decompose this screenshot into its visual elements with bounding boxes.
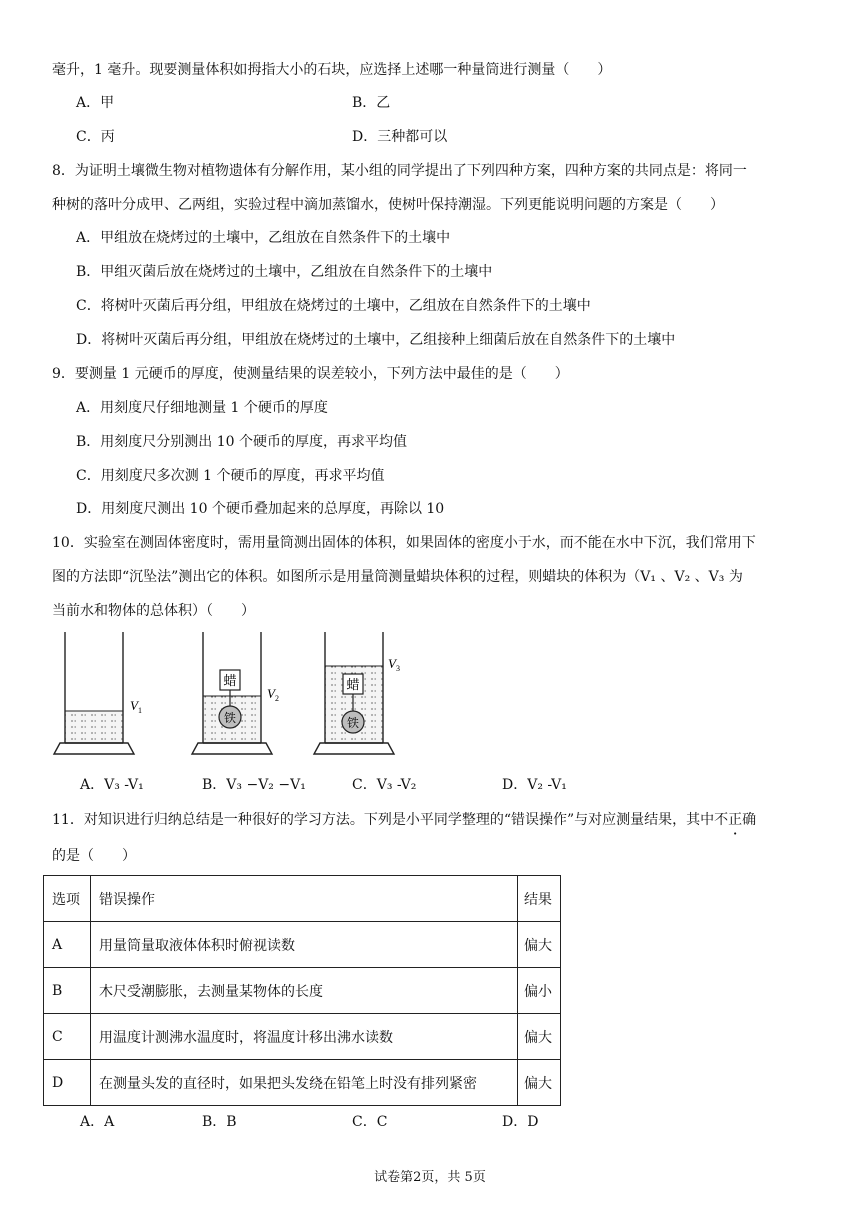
table-header: 错误操作 [91, 876, 518, 922]
table-cell: 在测量头发的直径时，如果把头发绕在铅笔上时没有排列紧密 [91, 1060, 518, 1106]
wax-label-2: 蜡 [223, 674, 237, 689]
page-footer: 试卷第2页，共 5页 [374, 1170, 486, 1185]
table-cell: 用温度计测沸水温度时，将温度计移出沸水读数 [91, 1014, 518, 1060]
q10-option-b: B．V₃ −V₂ −V₁ [202, 777, 306, 793]
q11-option-c: C．C [352, 1114, 388, 1130]
q10-stem-line3: 当前水和物体的总体积）（ ） [52, 603, 255, 619]
iron-label-3: 铁 [346, 716, 360, 730]
q7-text: 毫升，1 毫升。现要测量体积如拇指大小的石块，应选择上述哪一种量筒进行测量（ ） [52, 62, 612, 78]
q8-option-a: A．甲组放在烧烤过的土壤中，乙组放在自然条件下的土壤中 [76, 230, 451, 246]
water-1 [65, 711, 123, 743]
q8-stem-line1: 8．为证明土壤微生物对植物遗体有分解作用，某小组的同学提出了下列四种方案，四种方案的共同点是：将同一 [52, 163, 747, 179]
base-3 [314, 743, 394, 754]
q7-option-d: D．三种都可以 [352, 129, 448, 145]
q8-stem-line2: 种树的落叶分成甲、乙两组，实验过程中滴加蒸馏水，使树叶保持潮湿。下列更能说明问题的方案是（ ） [52, 197, 724, 213]
table-cell: D [44, 1060, 91, 1106]
q7-option-b: B．乙 [352, 95, 391, 111]
q9-option-b: B．用刻度尺分别测出 10 个硬币的厚度，再求平均值 [76, 434, 408, 450]
q11-option-d: D．D [502, 1114, 539, 1130]
q8-option-d: D．将树叶灭菌后再分组，甲组放在烧烤过的土壤中，乙组接种上细菌后放在自然条件下的土壤中 [76, 332, 676, 348]
table-row [44, 1014, 561, 1060]
q11-table [43, 875, 561, 1106]
wax-label-3: 蜡 [346, 678, 360, 693]
table-cell: B [44, 968, 91, 1014]
table-header: 结果 [518, 876, 561, 922]
table-cell: 用量筒量取液体体积时俯视读数 [91, 922, 518, 968]
q11-emphasis: 不正确 [714, 812, 757, 828]
table-cell: 偏大 [518, 1060, 561, 1106]
table-row [44, 1060, 561, 1106]
table-cell: 木尺受潮膨胀，去测量某物体的长度 [91, 968, 518, 1014]
q11-option-a: A．A [80, 1114, 115, 1130]
table-cell: 偏大 [518, 1014, 561, 1060]
cylinder-2 [192, 632, 279, 754]
table-row [44, 968, 561, 1014]
table-row [44, 922, 561, 968]
q8-option-c: C．将树叶灭菌后再分组，甲组放在烧烤过的土壤中，乙组放在自然条件下的土壤中 [76, 298, 591, 314]
q9-option-a: A．用刻度尺仔细地测量 1 个硬币的厚度 [76, 400, 328, 416]
table-header: 选项 [44, 876, 91, 922]
q10-stem-line2: 图的方法即“沉坠法”测出它的体积。如图所示是用量筒测量蜡块体积的过程，则蜡块的体积为（V₁ 、V₂ 、V₃ 为 [52, 569, 743, 585]
q11-stem-line2: 的是（ ） [52, 848, 136, 864]
q7-option-a: A．甲 [76, 95, 115, 111]
iron-label-2: 铁 [223, 711, 237, 725]
v3-label: $V_3$ [388, 656, 400, 673]
v2-label: $V_2$ [267, 686, 279, 703]
q10-option-c: C．V₃ -V₂ [352, 777, 417, 793]
base-2 [192, 743, 272, 754]
q7-option-c: C．丙 [76, 129, 115, 145]
v1-label: $V_1$ [130, 698, 142, 715]
table-cell: C [44, 1014, 91, 1060]
q9-option-c: C．用刻度尺多次测 1 个硬币的厚度，再求平均值 [76, 468, 385, 484]
table-cell: A [44, 922, 91, 968]
table-header-row [44, 876, 561, 922]
cylinder-3 [314, 632, 400, 754]
q11-option-b: B．B [202, 1114, 237, 1130]
q10-option-a: A．V₃ -V₁ [80, 777, 144, 793]
q10-option-d: D．V₂ -V₁ [502, 777, 567, 793]
q10-stem-line1: 10．实验室在测固体密度时，需用量筒测出固体的体积，如果固体的密度小于水，而不能在水中下沉，我们常用下 [52, 535, 756, 551]
table-cell: 偏小 [518, 968, 561, 1014]
q10-cylinder-figure [50, 628, 410, 758]
base-1 [54, 743, 134, 754]
q11-stem-line1: 11．对知识进行归纳总结是一种很好的学习方法。下列是小平同学整理的“错误操作”与对应测量结果，其中不正确 [52, 812, 757, 828]
cylinder-1 [54, 632, 142, 754]
q9-stem: 9．要测量 1 元硬币的厚度，使测量结果的误差较小，下列方法中最佳的是（ ） [52, 366, 569, 382]
table-cell: 偏大 [518, 922, 561, 968]
q8-option-b: B．甲组灭菌后放在烧烤过的土壤中，乙组放在自然条件下的土壤中 [76, 264, 493, 280]
q9-option-d: D．用刻度尺测出 10 个硬币叠加起来的总厚度，再除以 10 [76, 501, 445, 517]
